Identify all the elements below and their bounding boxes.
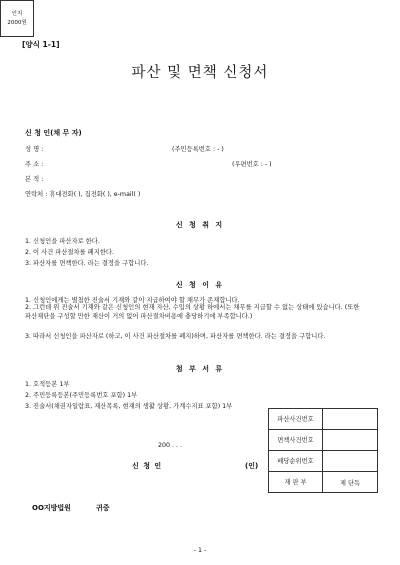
revenue-stamp-box [0, 0, 34, 37]
table-row [269, 472, 378, 493]
court-name: OO지방법원 [32, 504, 71, 512]
attachment-item-2: 2. 주민등록등본(주민등록번호 포함) 1부 [25, 392, 138, 399]
case-discharge-value [323, 430, 378, 451]
page-number: - 1 - [193, 547, 207, 554]
purpose-item-2: 2. 이 사건 파산절차를 폐지한다. [25, 249, 115, 256]
form-number: [양식 1-1] [22, 40, 60, 49]
stamp-amount: 2000원 [7, 19, 27, 26]
purpose-item-1: 1. 신청인을 파산자로 한다. [25, 238, 100, 245]
address-label: 주 소 : [25, 161, 44, 168]
court-suffix: 귀중 [96, 504, 110, 512]
reason-item-3: 3. 따라서 신청인을 파산자로 (하고, 이 사건 파산절차를 폐지)하며, 파산자를 면책한다. 라는 결정을 구합니다. [25, 333, 326, 340]
table-row [269, 409, 378, 430]
case-bankruptcy-value [323, 409, 378, 430]
filing-date: 200 . . . [158, 442, 183, 449]
case-court-division-label: 재 판 부 [269, 472, 323, 493]
case-discharge-label: 면책사건번호 [269, 430, 323, 451]
reason-item-2: 2. 그런데 위 진술서 기재와 같은 신청인의 현재 자산, 수입의 상황 하에서는 채무를 지급할 수 없는 상태에 있습니다. (또한 파산재단을 구성할 만한 재산이 거의 없어 파산절차비용에 충당하기에 부족합니다.) [25, 304, 360, 320]
resident-number-field: (주민등록번호 : - ) [172, 146, 224, 153]
purpose-item-3: 3. 파산자를 면책한다. 라는 결정을 구합니다. [25, 260, 149, 267]
case-court-division-value: 제 단독 [323, 472, 378, 493]
domicile-label: 본 적 : [25, 176, 44, 183]
reasons-heading: 신 청 이 유 [175, 281, 225, 289]
stamp-label: 인지 [11, 10, 23, 17]
case-dividend-value [323, 451, 378, 472]
signer-label: 신 청 인 [132, 462, 163, 470]
case-bankruptcy-label: 파산사건번호 [269, 409, 323, 430]
contact-line: 연락처 : 휴대전화( ), 집전화( ), e-mail( ) [25, 191, 141, 198]
seal-mark: (인) [245, 462, 259, 470]
attachments-heading: 첨 부 서 류 [175, 365, 225, 373]
attachment-item-3: 3. 진술서(채권자일람표, 재산목록, 현재의 생활 상황, 가계수지표 포함) 1부 [25, 403, 233, 410]
case-number-table [268, 408, 378, 493]
zip-code-field: (우편번호 : - ) [232, 161, 272, 168]
purpose-heading: 신 청 취 지 [175, 221, 225, 229]
reason-item-1: 1. 신청인에게는 별첨한 진술서 기재와 같이 지급하여야 할 채무가 존재합니다. [25, 297, 240, 304]
page-title: 파산 및 면책 신청서 [131, 65, 269, 81]
attachment-item-1: 1. 호적등본 1부 [25, 381, 70, 388]
case-dividend-label: 배당순위번호 [269, 451, 323, 472]
table-row [269, 430, 378, 451]
applicant-heading: 신 청 인(채 무 자) [25, 129, 82, 137]
name-label: 성 명 : [25, 146, 44, 153]
table-row [269, 451, 378, 472]
